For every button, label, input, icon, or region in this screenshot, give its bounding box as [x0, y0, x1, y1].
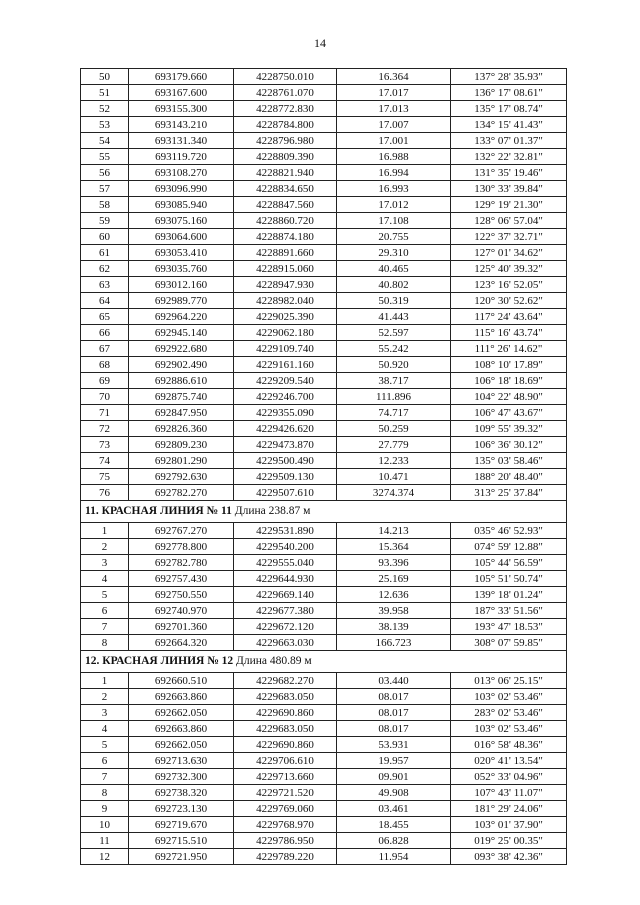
- table-cell: 69: [81, 373, 129, 389]
- table-cell: 50.319: [337, 293, 451, 309]
- table-cell: 8: [81, 785, 129, 801]
- table-cell: 11.954: [337, 849, 451, 865]
- table-cell: 130° 33' 39.84": [451, 181, 567, 197]
- table-cell: 65: [81, 309, 129, 325]
- table-cell: 4229683.050: [234, 721, 337, 737]
- table-cell: 4229540.200: [234, 539, 337, 555]
- table-cell: 283° 02' 53.46": [451, 705, 567, 721]
- table-row: [81, 245, 567, 261]
- table-cell: 693131.340: [129, 133, 234, 149]
- table-cell: 135° 17' 08.74": [451, 101, 567, 117]
- table-cell: 63: [81, 277, 129, 293]
- table-row: [81, 833, 567, 849]
- table-cell: 692782.270: [129, 485, 234, 501]
- table-cell: 693075.160: [129, 213, 234, 229]
- table-cell: 71: [81, 405, 129, 421]
- table-cell: 692875.740: [129, 389, 234, 405]
- table-cell: 166.723: [337, 635, 451, 651]
- table-cell: 17.001: [337, 133, 451, 149]
- table-body-section-12: [81, 673, 567, 865]
- table-cell: 135° 03' 58.46": [451, 453, 567, 469]
- table-cell: 10.471: [337, 469, 451, 485]
- table-cell: 4228847.560: [234, 197, 337, 213]
- table-row: [81, 469, 567, 485]
- table-cell: 5: [81, 587, 129, 603]
- table-cell: 50.920: [337, 357, 451, 373]
- table-cell: 16.364: [337, 69, 451, 85]
- table-cell: 692713.630: [129, 753, 234, 769]
- table-row: [81, 437, 567, 453]
- section-header-cell: [81, 501, 567, 523]
- table-cell: 3: [81, 555, 129, 571]
- table-cell: 692902.490: [129, 357, 234, 373]
- table-cell: 4229682.270: [234, 673, 337, 689]
- table-cell: 128° 06' 57.04": [451, 213, 567, 229]
- table-cell: 18.455: [337, 817, 451, 833]
- table-cell: 55.242: [337, 341, 451, 357]
- table-cell: 7: [81, 619, 129, 635]
- table-cell: 20.755: [337, 229, 451, 245]
- table-cell: 692782.780: [129, 555, 234, 571]
- table-cell: 105° 44' 56.59": [451, 555, 567, 571]
- table-cell: 4229025.390: [234, 309, 337, 325]
- coordinates-table: [80, 68, 567, 865]
- table-cell: 57: [81, 181, 129, 197]
- table-cell: 74.717: [337, 405, 451, 421]
- table-cell: 4229769.060: [234, 801, 337, 817]
- table-cell: 4228915.060: [234, 261, 337, 277]
- table-cell: 08.017: [337, 721, 451, 737]
- table-cell: 692660.510: [129, 673, 234, 689]
- table-cell: 9: [81, 801, 129, 817]
- table-cell: 125° 40' 39.32": [451, 261, 567, 277]
- table-cell: 4229713.660: [234, 769, 337, 785]
- section-title: 11. КРАСНАЯ ЛИНИЯ № 11: [85, 505, 232, 517]
- table-cell: 134° 15' 41.43": [451, 117, 567, 133]
- table-cell: 4228784.800: [234, 117, 337, 133]
- table-cell: 25.169: [337, 571, 451, 587]
- table-row: [81, 485, 567, 501]
- table-row: [81, 753, 567, 769]
- table-cell: 06.828: [337, 833, 451, 849]
- table-cell: 692792.630: [129, 469, 234, 485]
- table-cell: 11: [81, 833, 129, 849]
- table-cell: 115° 16' 43.74": [451, 325, 567, 341]
- page-number: 14: [314, 36, 326, 50]
- table-cell: 692662.050: [129, 737, 234, 753]
- table-cell: 4228809.390: [234, 149, 337, 165]
- table-cell: 4228750.010: [234, 69, 337, 85]
- table-cell: 4229555.040: [234, 555, 337, 571]
- table-row: [81, 341, 567, 357]
- table-cell: 60: [81, 229, 129, 245]
- table-cell: 09.901: [337, 769, 451, 785]
- table-row: [81, 453, 567, 469]
- table-cell: 692663.860: [129, 721, 234, 737]
- table-cell: 1: [81, 523, 129, 539]
- table-cell: 013° 06' 25.15": [451, 673, 567, 689]
- table-row: [81, 405, 567, 421]
- table-cell: 693064.600: [129, 229, 234, 245]
- table-cell: 4229677.380: [234, 603, 337, 619]
- table-cell: 693155.300: [129, 101, 234, 117]
- table-row: [81, 133, 567, 149]
- table-cell: 4229789.220: [234, 849, 337, 865]
- table-row: [81, 101, 567, 117]
- table-cell: 693119.720: [129, 149, 234, 165]
- table-cell: 75: [81, 469, 129, 485]
- table-row: [81, 181, 567, 197]
- table-cell: 4229426.620: [234, 421, 337, 437]
- table-cell: 127° 01' 34.62": [451, 245, 567, 261]
- table-cell: 4229721.520: [234, 785, 337, 801]
- table-cell: 181° 29' 24.06": [451, 801, 567, 817]
- table-cell: 4229246.700: [234, 389, 337, 405]
- table-cell: 29.310: [337, 245, 451, 261]
- table-cell: 693035.760: [129, 261, 234, 277]
- table-cell: 4228796.980: [234, 133, 337, 149]
- table-cell: 74: [81, 453, 129, 469]
- table-cell: 692922.680: [129, 341, 234, 357]
- section-header: [81, 501, 567, 523]
- table-cell: 76: [81, 485, 129, 501]
- section-length: Длина 238.87 м: [234, 505, 311, 517]
- table-cell: 38.139: [337, 619, 451, 635]
- table-cell: 4229683.050: [234, 689, 337, 705]
- table-cell: 52: [81, 101, 129, 117]
- table-row: [81, 817, 567, 833]
- table-cell: 93.396: [337, 555, 451, 571]
- table-cell: 62: [81, 261, 129, 277]
- table-row: [81, 555, 567, 571]
- table-row: [81, 785, 567, 801]
- table-cell: 193° 47' 18.53": [451, 619, 567, 635]
- table-cell: 4228874.180: [234, 229, 337, 245]
- table-cell: 4229500.490: [234, 453, 337, 469]
- table-cell: 17.007: [337, 117, 451, 133]
- table-row: [81, 571, 567, 587]
- table-cell: 692847.950: [129, 405, 234, 421]
- table-cell: 64: [81, 293, 129, 309]
- table-cell: 6: [81, 753, 129, 769]
- table-cell: 41.443: [337, 309, 451, 325]
- table-row: [81, 705, 567, 721]
- table-cell: 692738.320: [129, 785, 234, 801]
- table-cell: 693143.210: [129, 117, 234, 133]
- table-row: [81, 277, 567, 293]
- section-length: Длина 480.89 м: [236, 655, 312, 667]
- table-cell: 4229109.740: [234, 341, 337, 357]
- table-cell: 187° 33' 51.56": [451, 603, 567, 619]
- table-cell: 4229473.870: [234, 437, 337, 453]
- table-cell: 4229062.180: [234, 325, 337, 341]
- table-cell: 129° 19' 21.30": [451, 197, 567, 213]
- table-cell: 49.908: [337, 785, 451, 801]
- table-cell: 139° 18' 01.24": [451, 587, 567, 603]
- table-cell: 313° 25' 37.84": [451, 485, 567, 501]
- table-row: [81, 737, 567, 753]
- table-cell: 132° 22' 32.81": [451, 149, 567, 165]
- section-title: 12. КРАСНАЯ ЛИНИЯ № 12: [85, 655, 234, 667]
- table-cell: 68: [81, 357, 129, 373]
- table-cell: 72: [81, 421, 129, 437]
- table-cell: 107° 43' 11.07": [451, 785, 567, 801]
- table-cell: 692662.050: [129, 705, 234, 721]
- table-row: [81, 421, 567, 437]
- table-cell: 4229706.610: [234, 753, 337, 769]
- table-cell: 59: [81, 213, 129, 229]
- table-cell: 692740.970: [129, 603, 234, 619]
- table-cell: 4228772.830: [234, 101, 337, 117]
- table-cell: 61: [81, 245, 129, 261]
- table-cell: 6: [81, 603, 129, 619]
- table-cell: 692767.270: [129, 523, 234, 539]
- table-row: [81, 689, 567, 705]
- table-cell: 106° 36' 30.12": [451, 437, 567, 453]
- table-cell: 131° 35' 19.46": [451, 165, 567, 181]
- table-cell: 020° 41' 13.54": [451, 753, 567, 769]
- table-row: [81, 197, 567, 213]
- table-cell: 105° 51' 50.74": [451, 571, 567, 587]
- table-row: [81, 587, 567, 603]
- table-cell: 12.636: [337, 587, 451, 603]
- table-row: [81, 293, 567, 309]
- table-cell: 12: [81, 849, 129, 865]
- table-cell: 4229509.130: [234, 469, 337, 485]
- table-cell: 40.802: [337, 277, 451, 293]
- table-cell: 16.993: [337, 181, 451, 197]
- table-cell: 133° 07' 01.37": [451, 133, 567, 149]
- table-cell: 692664.320: [129, 635, 234, 651]
- table-cell: 188° 20' 48.40": [451, 469, 567, 485]
- table-cell: 106° 18' 18.69": [451, 373, 567, 389]
- table-body-main: [81, 69, 567, 501]
- table-cell: 4229355.090: [234, 405, 337, 421]
- table-cell: 117° 24' 43.64": [451, 309, 567, 325]
- table-cell: 136° 17' 08.61": [451, 85, 567, 101]
- table-cell: 58: [81, 197, 129, 213]
- table-row: [81, 149, 567, 165]
- table-cell: 4229786.950: [234, 833, 337, 849]
- table-cell: 38.717: [337, 373, 451, 389]
- table-cell: 4229690.860: [234, 705, 337, 721]
- table-cell: 693108.270: [129, 165, 234, 181]
- table-row: [81, 325, 567, 341]
- table-row: [81, 721, 567, 737]
- section-header: [81, 651, 567, 673]
- table-cell: 4229672.120: [234, 619, 337, 635]
- table-row: [81, 523, 567, 539]
- table-cell: 3274.374: [337, 485, 451, 501]
- table-cell: 052° 33' 04.96": [451, 769, 567, 785]
- table-cell: 137° 28' 35.93": [451, 69, 567, 85]
- table-cell: 51: [81, 85, 129, 101]
- table-cell: 4228947.930: [234, 277, 337, 293]
- table-cell: 4228821.940: [234, 165, 337, 181]
- table-cell: 5: [81, 737, 129, 753]
- table-cell: 16.988: [337, 149, 451, 165]
- table-cell: 692945.140: [129, 325, 234, 341]
- table-cell: 03.461: [337, 801, 451, 817]
- table-cell: 016° 58' 48.36": [451, 737, 567, 753]
- table-cell: 4229209.540: [234, 373, 337, 389]
- table-cell: 66: [81, 325, 129, 341]
- table-cell: 39.958: [337, 603, 451, 619]
- table-row: [81, 69, 567, 85]
- table-cell: 7: [81, 769, 129, 785]
- table-cell: 70: [81, 389, 129, 405]
- table-cell: 4: [81, 721, 129, 737]
- table-row: [81, 801, 567, 817]
- table-cell: 692778.800: [129, 539, 234, 555]
- table-cell: 4229663.030: [234, 635, 337, 651]
- table-row: [81, 165, 567, 181]
- table-row: [81, 603, 567, 619]
- table-cell: 692826.360: [129, 421, 234, 437]
- section-11: [81, 501, 567, 523]
- table-row: [81, 309, 567, 325]
- table-cell: 111.896: [337, 389, 451, 405]
- table-cell: 4: [81, 571, 129, 587]
- table-cell: 692663.860: [129, 689, 234, 705]
- table-cell: 104° 22' 48.90": [451, 389, 567, 405]
- table-cell: 693053.410: [129, 245, 234, 261]
- table-cell: 50: [81, 69, 129, 85]
- table-cell: 53: [81, 117, 129, 133]
- table-cell: 56: [81, 165, 129, 181]
- table-cell: 074° 59' 12.88": [451, 539, 567, 555]
- table-row: [81, 389, 567, 405]
- table-cell: 122° 37' 32.71": [451, 229, 567, 245]
- table-cell: 693167.600: [129, 85, 234, 101]
- table-cell: 4229531.890: [234, 523, 337, 539]
- table-cell: 692757.430: [129, 571, 234, 587]
- table-cell: 4228860.720: [234, 213, 337, 229]
- table-cell: 693179.660: [129, 69, 234, 85]
- table-cell: 4228761.070: [234, 85, 337, 101]
- table-cell: 103° 01' 37.90": [451, 817, 567, 833]
- table-cell: 53.931: [337, 737, 451, 753]
- table-cell: 4228891.660: [234, 245, 337, 261]
- table-cell: 692964.220: [129, 309, 234, 325]
- table-cell: 693085.940: [129, 197, 234, 213]
- table-cell: 17.108: [337, 213, 451, 229]
- table-cell: 103° 02' 53.46": [451, 721, 567, 737]
- table-row: [81, 85, 567, 101]
- table-cell: 308° 07' 59.85": [451, 635, 567, 651]
- table-cell: 019° 25' 00.35": [451, 833, 567, 849]
- table-row: [81, 213, 567, 229]
- table-row: [81, 373, 567, 389]
- table-cell: 692721.950: [129, 849, 234, 865]
- table-cell: 693012.160: [129, 277, 234, 293]
- table-cell: 4228982.040: [234, 293, 337, 309]
- table-row: [81, 117, 567, 133]
- table-cell: 4229507.610: [234, 485, 337, 501]
- table-cell: 1: [81, 673, 129, 689]
- table-cell: 15.364: [337, 539, 451, 555]
- table-cell: 55: [81, 149, 129, 165]
- table-cell: 10: [81, 817, 129, 833]
- table-cell: 692715.510: [129, 833, 234, 849]
- table-row: [81, 849, 567, 865]
- table-cell: 108° 10' 17.89": [451, 357, 567, 373]
- table-cell: 111° 26' 14.62": [451, 341, 567, 357]
- table-cell: 103° 02' 53.46": [451, 689, 567, 705]
- table-cell: 67: [81, 341, 129, 357]
- table-row: [81, 229, 567, 245]
- table-cell: 17.013: [337, 101, 451, 117]
- table-row: [81, 673, 567, 689]
- table-cell: 692809.230: [129, 437, 234, 453]
- table-cell: 17.012: [337, 197, 451, 213]
- table-cell: 692989.770: [129, 293, 234, 309]
- table-cell: 123° 16' 52.05": [451, 277, 567, 293]
- table-cell: 19.957: [337, 753, 451, 769]
- table-cell: 109° 55' 39.32": [451, 421, 567, 437]
- table-cell: 692701.360: [129, 619, 234, 635]
- table-row: [81, 635, 567, 651]
- table-cell: 4229161.160: [234, 357, 337, 373]
- section-12: [81, 651, 567, 673]
- table-cell: 692801.290: [129, 453, 234, 469]
- table-cell: 3: [81, 705, 129, 721]
- table-row: [81, 769, 567, 785]
- table-cell: 73: [81, 437, 129, 453]
- table-cell: 120° 30' 52.62": [451, 293, 567, 309]
- table-body-section-11: [81, 523, 567, 651]
- table-row: [81, 619, 567, 635]
- table-row: [81, 357, 567, 373]
- table-cell: 692719.670: [129, 817, 234, 833]
- table-cell: 692750.550: [129, 587, 234, 603]
- table-cell: 27.779: [337, 437, 451, 453]
- table-cell: 106° 47' 43.67": [451, 405, 567, 421]
- table-cell: 08.017: [337, 705, 451, 721]
- table-row: [81, 261, 567, 277]
- table-cell: 2: [81, 539, 129, 555]
- table-cell: 693096.990: [129, 181, 234, 197]
- table-cell: 50.259: [337, 421, 451, 437]
- table-cell: 692886.610: [129, 373, 234, 389]
- table-cell: 16.994: [337, 165, 451, 181]
- table-cell: 14.213: [337, 523, 451, 539]
- section-header-cell: [81, 651, 567, 673]
- table-cell: 8: [81, 635, 129, 651]
- table-cell: 2: [81, 689, 129, 705]
- table-cell: 17.017: [337, 85, 451, 101]
- table-cell: 54: [81, 133, 129, 149]
- table-row: [81, 539, 567, 555]
- table-cell: 03.440: [337, 673, 451, 689]
- table-cell: 692732.300: [129, 769, 234, 785]
- table-cell: 4229644.930: [234, 571, 337, 587]
- table-cell: 12.233: [337, 453, 451, 469]
- table-cell: 4229768.970: [234, 817, 337, 833]
- table-cell: 035° 46' 52.93": [451, 523, 567, 539]
- table-cell: 4229669.140: [234, 587, 337, 603]
- table-cell: 40.465: [337, 261, 451, 277]
- table-cell: 4229690.860: [234, 737, 337, 753]
- table-cell: 08.017: [337, 689, 451, 705]
- table-cell: 4228834.650: [234, 181, 337, 197]
- table-cell: 52.597: [337, 325, 451, 341]
- table-cell: 692723.130: [129, 801, 234, 817]
- table-cell: 093° 38' 42.36": [451, 849, 567, 865]
